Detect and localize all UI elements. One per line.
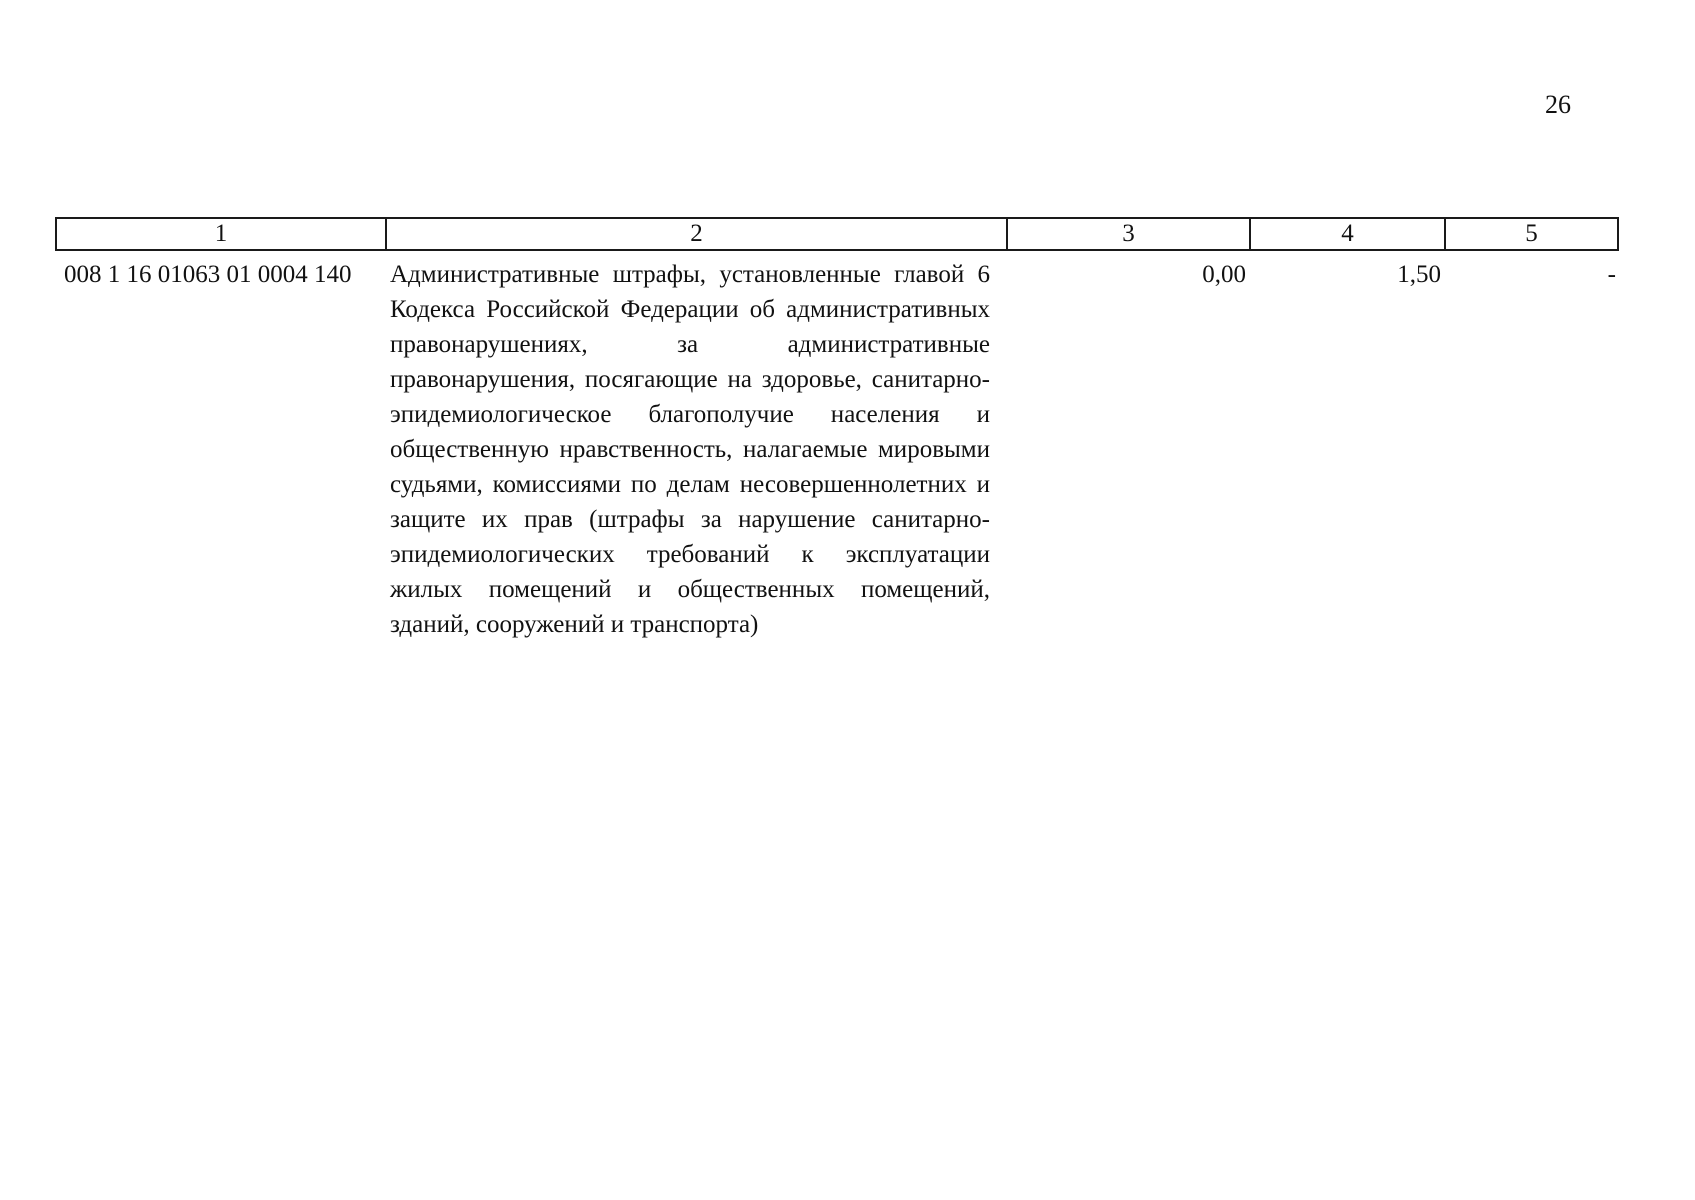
table-header [56, 218, 1618, 250]
description-cell [386, 250, 1007, 642]
budget-table [55, 217, 1619, 642]
header-col-5: 5 [1445, 218, 1618, 250]
description-text: Административные штрафы, установленные главой 6 Кодекса Российской Федерации об административных правонарушениях, за административные правонарушения, посягающие на здоровье, санитарно-эпидемиологическое благополучие населения и общественную нравственность, налагаемые мировыми судьями, комиссиями по делам несовершеннолетних и защите их прав (штрафы за нарушение санитарно-эпидемиологических требований к эксплуатации жилых помещений и общественных помещений, зданий, сооружений и транспорта) [390, 261, 990, 638]
value-col-5: - [1607, 261, 1616, 288]
value-col-3: 0,00 [1202, 261, 1246, 288]
header-col-4: 4 [1250, 218, 1445, 250]
table-row [56, 250, 1618, 642]
header-col-3: 3 [1007, 218, 1250, 250]
budget-code: 008 1 16 01063 01 0004 140 [64, 261, 352, 288]
header-col-2: 2 [386, 218, 1007, 250]
header-col-1: 1 [56, 218, 386, 250]
value-col-4: 1,50 [1397, 261, 1441, 288]
table-body [56, 250, 1618, 642]
header-row [56, 218, 1618, 250]
page-number: 26 [1545, 90, 1571, 119]
